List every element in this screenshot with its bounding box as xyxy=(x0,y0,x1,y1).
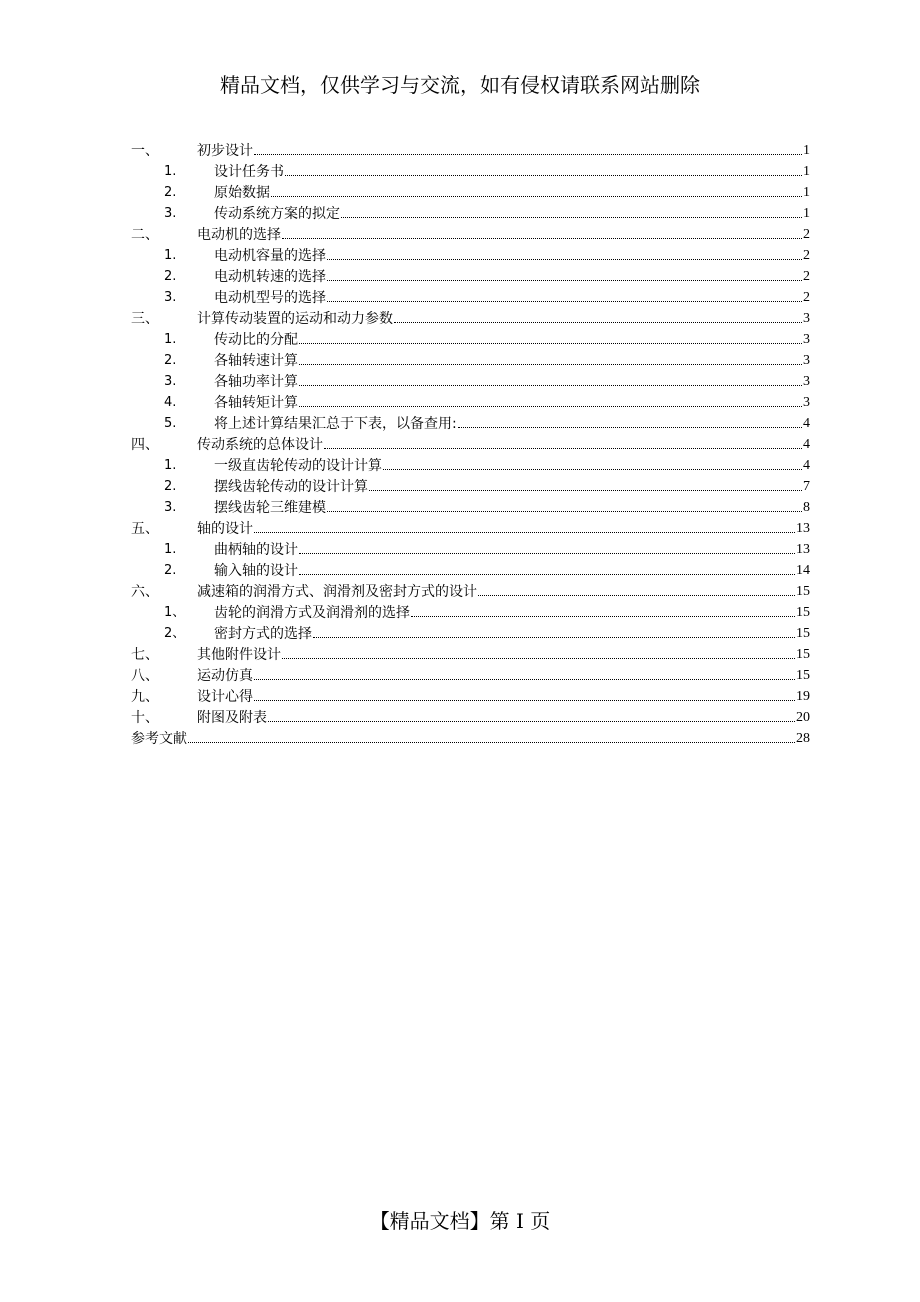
page-footer: 【精品文档】第 I 页 xyxy=(369,1209,551,1233)
toc-entry-title: 将上述计算结果汇总于下表，以备查用: xyxy=(214,416,457,432)
toc-dot-leader xyxy=(254,532,795,533)
toc-entry[interactable] xyxy=(131,202,810,223)
toc-entry-number: 一、 xyxy=(131,143,159,159)
toc-entry-page-number: 15 xyxy=(796,605,810,620)
toc-dot-leader xyxy=(299,406,802,407)
toc-dot-leader xyxy=(271,196,802,197)
toc-entry-title: 设计任务书 xyxy=(214,164,284,180)
toc-entry-title: 传动系统方案的拟定 xyxy=(214,206,340,222)
toc-entry-number: 3. xyxy=(164,500,177,515)
toc-entry-page-number: 13 xyxy=(796,521,810,536)
table-of-contents xyxy=(131,139,810,748)
toc-entry-title: 齿轮的润滑方式及润滑剂的选择 xyxy=(214,605,410,621)
toc-entry[interactable] xyxy=(131,601,810,622)
toc-entry-page-number: 1 xyxy=(803,164,810,179)
toc-entry-title: 输入轴的设计 xyxy=(214,563,298,579)
toc-entry[interactable] xyxy=(131,475,810,496)
toc-dot-leader xyxy=(188,742,795,743)
toc-entry-number: 2. xyxy=(164,185,177,200)
toc-dot-leader xyxy=(327,301,802,302)
page-header: 精品文档，仅供学习与交流，如有侵权请联系网站删除 xyxy=(220,73,700,97)
toc-entry[interactable] xyxy=(131,622,810,643)
toc-entry[interactable] xyxy=(131,349,810,370)
toc-entry-title: 运动仿真 xyxy=(197,668,253,684)
toc-entry-title: 设计心得 xyxy=(197,689,253,705)
toc-entry-title: 曲柄轴的设计 xyxy=(214,542,298,558)
toc-entry[interactable] xyxy=(131,370,810,391)
toc-entry-page-number: 20 xyxy=(796,710,810,725)
toc-entry[interactable] xyxy=(131,559,810,580)
toc-dot-leader xyxy=(299,553,795,554)
toc-entry[interactable] xyxy=(131,643,810,664)
toc-dot-leader xyxy=(394,322,802,323)
toc-entry-page-number: 1 xyxy=(803,185,810,200)
toc-entry-number: 八、 xyxy=(131,668,159,684)
toc-entry[interactable] xyxy=(131,328,810,349)
toc-entry[interactable] xyxy=(131,244,810,265)
toc-entry-title: 参考文献 xyxy=(131,731,187,747)
toc-entry[interactable] xyxy=(131,580,810,601)
toc-entry-title: 各轴转速计算 xyxy=(214,353,298,369)
toc-entry-number: 十、 xyxy=(131,710,159,726)
toc-entry-page-number: 1 xyxy=(803,143,810,158)
toc-dot-leader xyxy=(324,448,802,449)
toc-entry-title: 各轴功率计算 xyxy=(214,374,298,390)
toc-dot-leader xyxy=(254,700,795,701)
toc-entry-page-number: 3 xyxy=(803,332,810,347)
toc-entry-number: 2. xyxy=(164,269,177,284)
toc-dot-leader xyxy=(299,385,802,386)
toc-entry-page-number: 15 xyxy=(796,647,810,662)
toc-entry-number: 1. xyxy=(164,458,177,473)
toc-entry[interactable] xyxy=(131,454,810,475)
toc-entry[interactable] xyxy=(131,139,810,160)
toc-entry-number: 2. xyxy=(164,563,177,578)
toc-entry[interactable] xyxy=(131,307,810,328)
toc-entry[interactable] xyxy=(131,664,810,685)
toc-entry-title: 附图及附表 xyxy=(197,710,267,726)
toc-entry-number: 七、 xyxy=(131,647,159,663)
toc-entry-title: 初步设计 xyxy=(197,143,253,159)
toc-entry-title: 传动比的分配 xyxy=(214,332,298,348)
toc-dot-leader xyxy=(341,217,802,218)
toc-entry-page-number: 3 xyxy=(803,395,810,410)
toc-entry-page-number: 3 xyxy=(803,311,810,326)
toc-entry-title: 摆线齿轮三维建模 xyxy=(214,500,326,516)
toc-entry[interactable] xyxy=(131,538,810,559)
toc-entry-page-number: 13 xyxy=(796,542,810,557)
toc-dot-leader xyxy=(458,427,802,428)
toc-entry-page-number: 2 xyxy=(803,269,810,284)
toc-entry-number: 九、 xyxy=(131,689,159,705)
toc-entry[interactable] xyxy=(131,223,810,244)
toc-entry-number: 1. xyxy=(164,542,177,557)
toc-entry[interactable] xyxy=(131,706,810,727)
toc-entry-page-number: 3 xyxy=(803,374,810,389)
toc-entry[interactable] xyxy=(131,391,810,412)
toc-dot-leader xyxy=(299,343,802,344)
toc-dot-leader xyxy=(299,574,795,575)
toc-entry-title: 各轴转矩计算 xyxy=(214,395,298,411)
toc-dot-leader xyxy=(383,469,802,470)
toc-entry-title: 轴的设计 xyxy=(197,521,253,537)
toc-entry-page-number: 14 xyxy=(796,563,810,578)
toc-entry-number: 3. xyxy=(164,374,177,389)
toc-entry-number: 1、 xyxy=(164,605,186,620)
toc-dot-leader xyxy=(254,679,795,680)
toc-entry-number: 3. xyxy=(164,206,177,221)
toc-entry-number: 1. xyxy=(164,248,177,263)
toc-entry-page-number: 7 xyxy=(803,479,810,494)
toc-entry-title: 电动机型号的选择 xyxy=(214,290,326,306)
toc-entry-page-number: 8 xyxy=(803,500,810,515)
toc-entry-number: 2、 xyxy=(164,626,186,641)
toc-entry-page-number: 28 xyxy=(796,731,810,746)
toc-entry[interactable] xyxy=(131,685,810,706)
toc-entry[interactable] xyxy=(131,727,810,748)
toc-entry[interactable] xyxy=(131,433,810,454)
toc-entry-number: 2. xyxy=(164,479,177,494)
toc-entry[interactable] xyxy=(131,265,810,286)
toc-entry[interactable] xyxy=(131,181,810,202)
toc-entry-page-number: 4 xyxy=(803,437,810,452)
toc-entry-title: 其他附件设计 xyxy=(197,647,281,663)
toc-dot-leader xyxy=(411,616,795,617)
toc-entry-title: 电动机容量的选择 xyxy=(214,248,326,264)
toc-entry-number: 1. xyxy=(164,164,177,179)
toc-entry-page-number: 4 xyxy=(803,458,810,473)
toc-entry-number: 六、 xyxy=(131,584,159,600)
toc-dot-leader xyxy=(313,637,795,638)
toc-entry-number: 5. xyxy=(164,416,177,431)
toc-entry-page-number: 2 xyxy=(803,248,810,263)
toc-entry[interactable] xyxy=(131,412,810,433)
toc-entry-title: 电动机的选择 xyxy=(197,227,281,243)
toc-dot-leader xyxy=(254,154,802,155)
toc-entry-title: 传动系统的总体设计 xyxy=(197,437,323,453)
toc-entry-number: 五、 xyxy=(131,521,159,537)
toc-entry-page-number: 2 xyxy=(803,290,810,305)
toc-entry-page-number: 19 xyxy=(796,689,810,704)
toc-dot-leader xyxy=(268,721,795,722)
toc-dot-leader xyxy=(282,658,795,659)
toc-entry-title: 电动机转速的选择 xyxy=(214,269,326,285)
toc-entry[interactable] xyxy=(131,160,810,181)
toc-entry-number: 四、 xyxy=(131,437,159,453)
toc-entry-page-number: 1 xyxy=(803,206,810,221)
toc-entry-title: 计算传动装置的运动和动力参数 xyxy=(197,311,393,327)
toc-dot-leader xyxy=(282,238,802,239)
toc-dot-leader xyxy=(327,511,802,512)
toc-dot-leader xyxy=(478,595,795,596)
toc-entry-page-number: 3 xyxy=(803,353,810,368)
toc-entry-number: 1. xyxy=(164,332,177,347)
toc-entry-title: 原始数据 xyxy=(214,185,270,201)
toc-entry-title: 摆线齿轮传动的设计计算 xyxy=(214,479,368,495)
toc-entry-page-number: 15 xyxy=(796,584,810,599)
toc-entry-number: 2. xyxy=(164,353,177,368)
toc-dot-leader xyxy=(285,175,802,176)
toc-entry-title: 一级直齿轮传动的设计计算 xyxy=(214,458,382,474)
toc-dot-leader xyxy=(327,280,802,281)
toc-entry-page-number: 4 xyxy=(803,416,810,431)
toc-entry-page-number: 15 xyxy=(796,626,810,641)
toc-entry[interactable] xyxy=(131,496,810,517)
toc-entry-title: 密封方式的选择 xyxy=(214,626,312,642)
toc-dot-leader xyxy=(299,364,802,365)
toc-entry[interactable] xyxy=(131,517,810,538)
toc-entry-number: 二、 xyxy=(131,227,159,243)
toc-entry-page-number: 2 xyxy=(803,227,810,242)
toc-entry-number: 3. xyxy=(164,290,177,305)
toc-entry-number: 三、 xyxy=(131,311,159,327)
toc-entry[interactable] xyxy=(131,286,810,307)
toc-entry-page-number: 15 xyxy=(796,668,810,683)
toc-dot-leader xyxy=(369,490,802,491)
toc-dot-leader xyxy=(327,259,802,260)
toc-entry-number: 4. xyxy=(164,395,177,410)
toc-entry-title: 减速箱的润滑方式、润滑剂及密封方式的设计 xyxy=(197,584,477,600)
